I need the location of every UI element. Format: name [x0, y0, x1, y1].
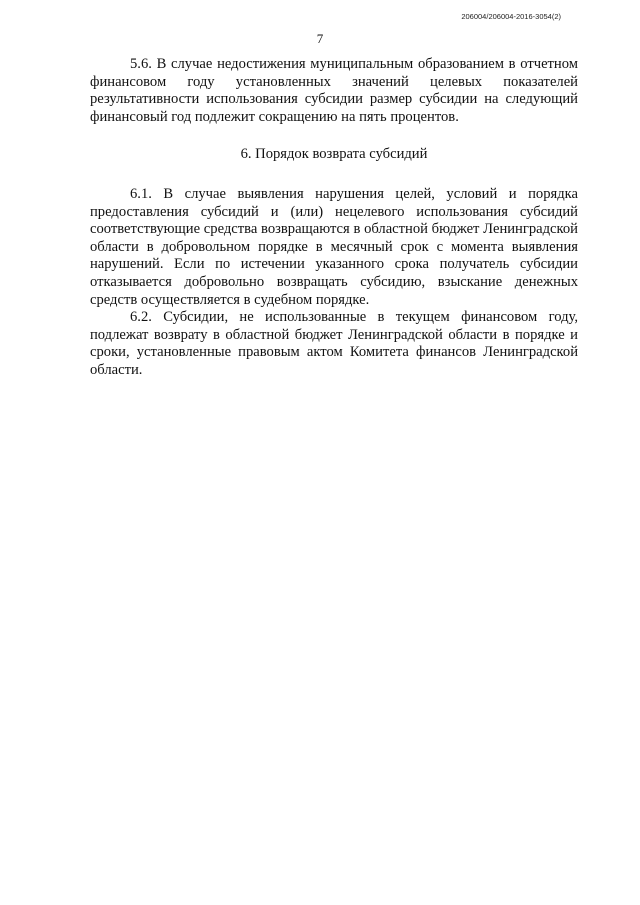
page-number: 7: [316, 31, 324, 46]
paragraph-6-2: 6.2. Субсидии, не использованные в текущем финансовом году, подлежат возврату в областной бюджет Ленинградской области в порядке и сроки, установленные правовым актом Комитета финансов Ленинградской области.: [90, 309, 578, 378]
document-id: 206004/206004-2016-3054(2): [461, 12, 561, 21]
paragraph-5-6: 5.6. В случае недостижения муниципальным образованием в отчетном финансовом году установленных значений целевых показателей результативности использования субсидии размер субсидии на следующий финансовый год подлежит сокращению на пять процентов.: [90, 56, 578, 125]
section-6-heading: 6. Порядок возврата субсидий: [240, 146, 428, 163]
paragraph-6-1: 6.1. В случае выявления нарушения целей, условий и порядка предоставления субсидий и (или) нецелевого использования субсидий соответствующие средства возвращаются в областной бюджет Ленинградской области в добровольном порядке в месячный срок с момента выявления нарушений. Если по истечении указанного срока получатель субсидии отказывается добровольно возвращать субсидию, взыскание денежных средств осуществляется в судебном порядке.: [90, 185, 578, 308]
document-body: [90, 56, 578, 380]
